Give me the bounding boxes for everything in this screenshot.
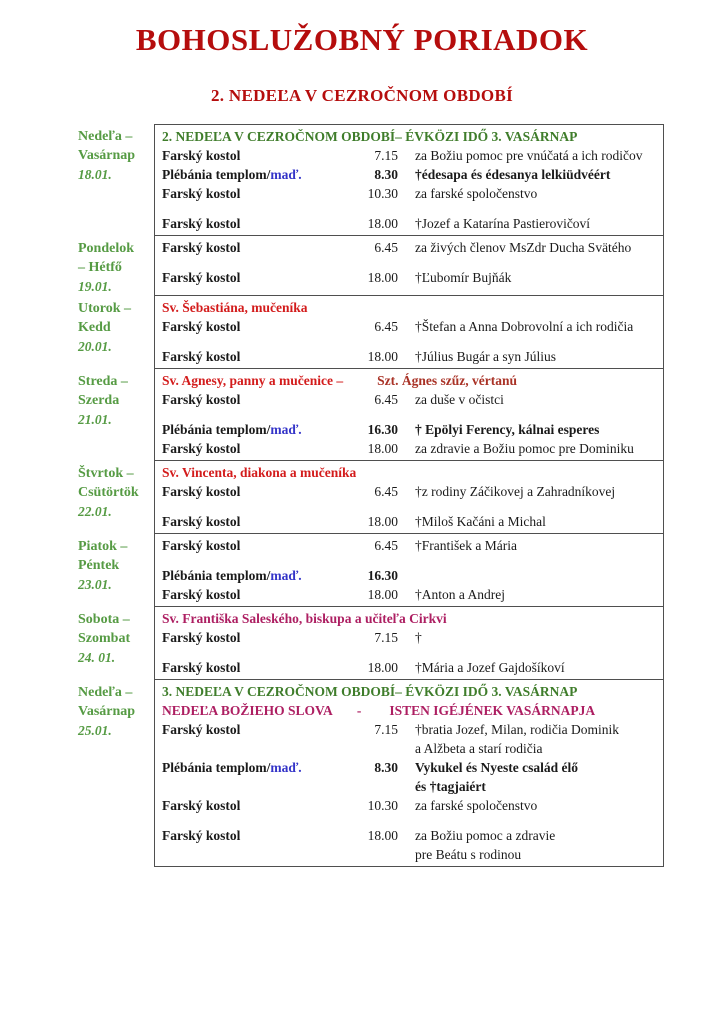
schedule-row bbox=[162, 758, 659, 796]
time-cell: 18.00 bbox=[367, 270, 398, 285]
intention-cell bbox=[415, 796, 659, 815]
schedule-section bbox=[154, 236, 664, 296]
intention-cell bbox=[415, 628, 659, 647]
schedule-row bbox=[162, 796, 659, 815]
schedule-row bbox=[162, 165, 659, 184]
intention-cell bbox=[415, 165, 659, 184]
place-cell: Farský kostol bbox=[162, 148, 241, 163]
intention-line: †Miloš Kačáni a Michal bbox=[415, 514, 546, 529]
schedule-row bbox=[162, 482, 659, 501]
time-cell: 18.00 bbox=[367, 441, 398, 456]
day-name-line: Vasárnap bbox=[78, 704, 136, 719]
schedule-row bbox=[162, 146, 659, 165]
time-cell: 6.45 bbox=[374, 319, 398, 334]
schedule-row bbox=[162, 512, 659, 531]
day-name-line: Streda – bbox=[78, 374, 128, 389]
day-label bbox=[78, 296, 154, 369]
schedule-section bbox=[154, 534, 664, 607]
intention-cell bbox=[415, 439, 659, 458]
intention-cell bbox=[415, 482, 659, 501]
header-segment: Sv. Františka Saleského, biskupa a učiteľa Cirkvi bbox=[162, 611, 447, 626]
section-header-line bbox=[162, 682, 659, 701]
time-cell: 6.45 bbox=[374, 538, 398, 553]
schedule-row bbox=[162, 390, 659, 409]
schedule-row bbox=[162, 628, 659, 647]
time-cell: 6.45 bbox=[374, 240, 398, 255]
section-header-line bbox=[162, 701, 659, 720]
day-label bbox=[78, 534, 154, 607]
intention-line: †z rodiny Záčikovej a Zahradníkovej bbox=[415, 484, 616, 499]
intention-line: †Ľubomír Bujňák bbox=[415, 270, 512, 285]
day-name-line: Utorok – bbox=[78, 301, 132, 316]
blank-row bbox=[162, 336, 659, 347]
document-title: BOHOSLUŽOBNÝ PORIADOK bbox=[135, 22, 589, 57]
schedule-row bbox=[162, 317, 659, 336]
day-label bbox=[78, 369, 154, 461]
schedule-section bbox=[154, 296, 664, 369]
place-cell: Plébánia templom/maď. bbox=[162, 422, 302, 437]
schedule-row bbox=[162, 658, 659, 677]
document-subtitle: 2. NEDEĽA V CEZROČNOM OBDOBÍ bbox=[210, 86, 513, 105]
time-cell: 7.15 bbox=[374, 630, 398, 645]
time-cell: 6.45 bbox=[374, 392, 398, 407]
intention-cell bbox=[415, 826, 659, 864]
intention-cell bbox=[415, 720, 659, 758]
time-cell: 18.00 bbox=[367, 587, 398, 602]
place-lang: maď. bbox=[270, 167, 302, 182]
place-cell: Farský kostol bbox=[162, 722, 241, 737]
header-segment: Szt. Ágnes szűz, vértanú bbox=[377, 373, 518, 388]
blank-row bbox=[162, 409, 659, 420]
schedule-row bbox=[162, 566, 659, 585]
section-header-line bbox=[162, 463, 659, 482]
intention-line: †bratia Jozef, Milan, rodičia Dominik bbox=[415, 722, 619, 737]
day-label bbox=[78, 607, 154, 680]
intention-line: †Štefan a Anna Dobrovolní a ich rodičia bbox=[415, 319, 634, 334]
place-cell: Farský kostol bbox=[162, 441, 241, 456]
day-date: 25.01. bbox=[78, 723, 112, 738]
time-cell: 18.00 bbox=[367, 216, 398, 231]
blank-row bbox=[162, 257, 659, 268]
schedule-section bbox=[154, 680, 664, 867]
time-cell: 10.30 bbox=[367, 186, 398, 201]
intention-line: a Alžbeta a starí rodičia bbox=[415, 741, 543, 756]
header-segment: Sv. Agnesy, panny a mučenice – bbox=[162, 373, 344, 388]
intention-cell bbox=[415, 390, 659, 409]
day-name-line: Štvrtok – bbox=[78, 466, 134, 481]
place-lang: maď. bbox=[270, 568, 302, 583]
time-cell: 18.00 bbox=[367, 660, 398, 675]
header-segment: ISTEN IGÉJÉNEK VASÁRNAPJA bbox=[389, 703, 596, 718]
schedule-row bbox=[162, 347, 659, 366]
time-cell: 10.30 bbox=[367, 798, 398, 813]
intention-line: † bbox=[415, 630, 422, 645]
schedule-section bbox=[154, 369, 664, 461]
place-cell: Plébánia templom/maď. bbox=[162, 167, 302, 182]
intention-cell bbox=[415, 536, 659, 555]
day-date: 23.01. bbox=[78, 577, 112, 592]
section-header-line bbox=[162, 127, 659, 146]
blank-row bbox=[162, 501, 659, 512]
header-segment: 3. NEDEĽA V CEZROČNOM OBDOBÍ– ÉVKÖZI IDŐ 3. VASÁRNAP bbox=[162, 684, 578, 699]
intention-cell bbox=[415, 146, 659, 165]
day-label bbox=[78, 461, 154, 534]
place-cell: Farský kostol bbox=[162, 349, 241, 364]
intention-line: za farské spoločenstvo bbox=[415, 186, 538, 201]
day-name-line: Piatok – bbox=[78, 539, 128, 554]
day-name-line: – Hétfő bbox=[78, 260, 122, 275]
place-cell: Plébánia templom/maď. bbox=[162, 760, 302, 775]
intention-cell bbox=[415, 512, 659, 531]
day-name-line: Szombat bbox=[78, 631, 131, 646]
blank-row bbox=[162, 647, 659, 658]
day-name-line: Nedeľa – bbox=[78, 129, 133, 144]
intention-line: za farské spoločenstvo bbox=[415, 798, 538, 813]
schedule-section bbox=[154, 124, 664, 236]
day-name-line: Kedd bbox=[78, 320, 111, 335]
intention-cell bbox=[415, 317, 659, 336]
intention-cell bbox=[415, 658, 659, 677]
place-cell: Farský kostol bbox=[162, 186, 241, 201]
schedule-section bbox=[154, 607, 664, 680]
header-segment: NEDEĽA BOŽIEHO SLOVA bbox=[162, 703, 333, 718]
place-cell: Farský kostol bbox=[162, 630, 241, 645]
day-label bbox=[78, 124, 154, 236]
schedule-row bbox=[162, 184, 659, 203]
time-cell: 6.45 bbox=[374, 484, 398, 499]
schedule-row bbox=[162, 826, 659, 864]
day-date: 19.01. bbox=[78, 279, 112, 294]
day-date: 22.01. bbox=[78, 504, 112, 519]
place-cell: Farský kostol bbox=[162, 538, 241, 553]
intention-line: † Epölyi Ferency, kálnai esperes bbox=[415, 422, 600, 437]
section-header-line bbox=[162, 298, 659, 317]
intention-line: †František a Mária bbox=[415, 538, 517, 553]
day-name-line: Pondelok bbox=[78, 241, 135, 256]
place-cell: Plébánia templom/maď. bbox=[162, 568, 302, 583]
day-date: 18.01. bbox=[78, 167, 112, 182]
day-name-line: Szerda bbox=[78, 393, 120, 408]
intention-cell bbox=[415, 758, 659, 796]
time-cell: 16.30 bbox=[367, 568, 398, 583]
blank-row bbox=[162, 203, 659, 214]
place-cell: Farský kostol bbox=[162, 587, 241, 602]
intention-cell bbox=[415, 268, 659, 287]
schedule-row bbox=[162, 268, 659, 287]
time-cell: 8.30 bbox=[374, 167, 398, 182]
day-date: 20.01. bbox=[78, 339, 112, 354]
place-cell: Farský kostol bbox=[162, 216, 241, 231]
intention-cell bbox=[415, 238, 659, 257]
place-cell: Farský kostol bbox=[162, 392, 241, 407]
place-lang: maď. bbox=[270, 422, 302, 437]
place-lang: maď. bbox=[270, 760, 302, 775]
schedule-row bbox=[162, 439, 659, 458]
header-segment: Sv. Vincenta, diakona a mučeníka bbox=[162, 465, 357, 480]
day-name-line: Sobota – bbox=[78, 612, 130, 627]
blank-row bbox=[162, 815, 659, 826]
intention-line: za Božiu pomoc pre vnúčatá a ich rodičov bbox=[415, 148, 643, 163]
intention-line: †Mária a Jozef Gajdošíkoví bbox=[415, 660, 565, 675]
day-date: 24. 01. bbox=[78, 650, 116, 665]
time-cell: 8.30 bbox=[374, 760, 398, 775]
header-segment: - bbox=[356, 703, 362, 718]
place-cell: Farský kostol bbox=[162, 270, 241, 285]
day-label bbox=[78, 680, 154, 867]
intention-line: †Július Bugár a syn Július bbox=[415, 349, 557, 364]
intention-line: †Jozef a Katarína Pastierovičoví bbox=[415, 216, 591, 231]
intention-cell bbox=[415, 214, 659, 233]
day-date: 21.01. bbox=[78, 412, 112, 427]
schedule-row bbox=[162, 585, 659, 604]
intention-cell bbox=[415, 585, 659, 604]
header-segment: Sv. Šebastiána, mučeníka bbox=[162, 300, 308, 315]
place-cell: Farský kostol bbox=[162, 514, 241, 529]
schedule-row bbox=[162, 214, 659, 233]
place-cell: Farský kostol bbox=[162, 484, 241, 499]
section-header-line bbox=[162, 371, 659, 390]
time-cell: 7.15 bbox=[374, 722, 398, 737]
day-label bbox=[78, 236, 154, 296]
time-cell: 16.30 bbox=[367, 422, 398, 437]
intention-line: Vykukel és Nyeste család élő bbox=[415, 760, 579, 775]
place-cell: Farský kostol bbox=[162, 660, 241, 675]
intention-line: †édesapa és édesanya lelkiüdvéért bbox=[415, 167, 611, 182]
intention-line: †Anton a Andrej bbox=[415, 587, 505, 602]
header-segment: 2. NEDEĽA V CEZROČNOM OBDOBÍ– ÉVKÖZI IDŐ 3. VASÁRNAP bbox=[162, 129, 578, 144]
time-cell: 18.00 bbox=[367, 349, 398, 364]
day-name-line: Péntek bbox=[78, 558, 120, 573]
place-cell: Farský kostol bbox=[162, 828, 241, 843]
day-name-line: Nedeľa – bbox=[78, 685, 133, 700]
schedule-row bbox=[162, 720, 659, 758]
blank-row bbox=[162, 555, 659, 566]
intention-cell bbox=[415, 347, 659, 366]
intention-cell bbox=[415, 420, 659, 439]
schedule-row bbox=[162, 536, 659, 555]
time-cell: 7.15 bbox=[374, 148, 398, 163]
schedule-section bbox=[154, 461, 664, 534]
schedule-row bbox=[162, 420, 659, 439]
place-cell: Farský kostol bbox=[162, 240, 241, 255]
intention-line: za Božiu pomoc a zdravie bbox=[415, 828, 556, 843]
intention-line: za duše v očistci bbox=[415, 392, 504, 407]
schedule-grid bbox=[78, 124, 664, 867]
intention-cell bbox=[415, 184, 659, 203]
time-cell: 18.00 bbox=[367, 514, 398, 529]
intention-line: za živých členov MsZdr Ducha Svätého bbox=[415, 240, 632, 255]
section-header-line bbox=[162, 609, 659, 628]
place-cell: Farský kostol bbox=[162, 319, 241, 334]
schedule-row bbox=[162, 238, 659, 257]
place-cell: Farský kostol bbox=[162, 798, 241, 813]
time-cell: 18.00 bbox=[367, 828, 398, 843]
day-name-line: Csütörtök bbox=[78, 485, 139, 500]
intention-line: za zdravie a Božiu pomoc pre Dominiku bbox=[415, 441, 634, 456]
intention-line: és †tagjaiért bbox=[415, 779, 486, 794]
intention-line: pre Beátu s rodinou bbox=[415, 847, 522, 862]
day-name-line: Vasárnap bbox=[78, 148, 136, 163]
